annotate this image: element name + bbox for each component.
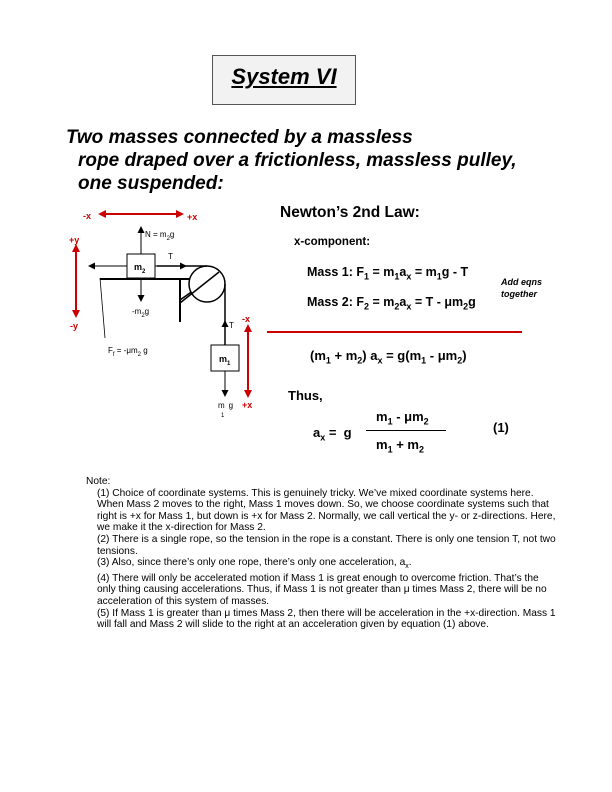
mass-1-equation-label: Mass 1: [307, 265, 353, 279]
note-3-text: (3) Also, since there’s only one rope, there’s only one acceleration, a [97, 557, 406, 569]
page-title: System VI [231, 64, 337, 89]
pos-y-label: +y [69, 235, 80, 245]
note-1: (1) Choice of coordinate systems. This is genuinely tricky. We’ve mixed coordinate systems here. When Mass 2 moves to the right, Mass 1 moves down. So, we choose coordinate systems such that right is +x for Mass 1, but down is +x for Mass 2. Normally, we call vertical the y- or z-directions. Here, we make it the x-direction for Mass 2. [97, 487, 556, 534]
fraction-bar [366, 430, 446, 431]
mass-1-equation: Mass 1: $F_1 = m_1a_x = m_1g - T$ [307, 265, 469, 282]
mass-2-label: $m_2$ [134, 262, 146, 275]
side-note-line-1: Add eqns [501, 277, 543, 287]
tension-label-horizontal: T [168, 252, 173, 261]
mass-1-label: $m_1$ [219, 354, 231, 367]
friction-label: $F_f = -\mu m_2$ g [108, 346, 148, 358]
neg-y-label: -y [70, 321, 79, 331]
heading-line-1: Two masses connected by a massless [66, 127, 413, 148]
note-4: (4) There will only be accelerated motion if Mass 1 is great enough to overcome friction. That’s the only thing causing accelerations. Thus, if Mass 1 is not greater than μ times Mass 2, there will be no acceleration of this system of masses. [97, 572, 547, 607]
tension-label-vertical: T [229, 321, 234, 330]
pos-x-top-label: +x [187, 212, 198, 222]
side-note-line-2: together [501, 289, 537, 299]
note-5: (5) If Mass 1 is greater than μ times Mass 2, then there will be acceleration in the +x-direction. Mass 1 will fall and Mass 2 will slide to the right at an acceleration given by equation (1) above. [97, 607, 556, 631]
mass-2-equation-label: Mass 2: [307, 295, 353, 309]
pos-x-right-label: +x [242, 400, 253, 410]
note-3 [97, 557, 556, 573]
heading-line-3: one suspended: [78, 173, 224, 194]
summed-equation: $(m_1 + m_2) a_x = g(m_1 - \mu m_2)$ [310, 348, 467, 366]
note-3-end: . [408, 557, 412, 569]
equation-number: (1) [493, 420, 509, 435]
free-body-diagram [55, 200, 285, 430]
heading-line-2: rope draped over a frictionless, massless pulley, [78, 150, 517, 171]
note-2: (2) There is a single rope, so the tension in the rope is a constant. There is only one tension T, not two tensions. [97, 533, 556, 557]
weight-2-label: $-m_2g$ [132, 307, 150, 319]
neg-x-right-label: -x [242, 314, 251, 324]
side-note [501, 276, 542, 300]
result-lhs: $a_x = g$ [313, 425, 352, 443]
sum-divider [267, 331, 522, 333]
weight-1-label: m g [218, 401, 234, 410]
result-denominator: $m_1 + m_2$ [376, 437, 424, 455]
mass-2-equation: Mass 2: $F_2 = m_2a_x = T - \mu m_2g$ [307, 295, 476, 312]
result-numerator: $m_1 - \mu m_2$ [376, 409, 429, 427]
notes-title: Note: [86, 476, 111, 487]
note-3-subscript: x [405, 563, 409, 571]
neg-x-top-label: -x [83, 211, 92, 221]
x-component-label: x-component: [294, 236, 371, 248]
notes-section [86, 476, 556, 631]
thus-label: Thus, [288, 388, 323, 403]
normal-force-label: $N = m_2g$ [145, 230, 175, 242]
weight-1-subscript: 1 [221, 413, 225, 419]
friction-pointer [100, 278, 105, 338]
law-title: Newton’s 2nd Law: [280, 204, 420, 221]
pulley [189, 266, 225, 302]
